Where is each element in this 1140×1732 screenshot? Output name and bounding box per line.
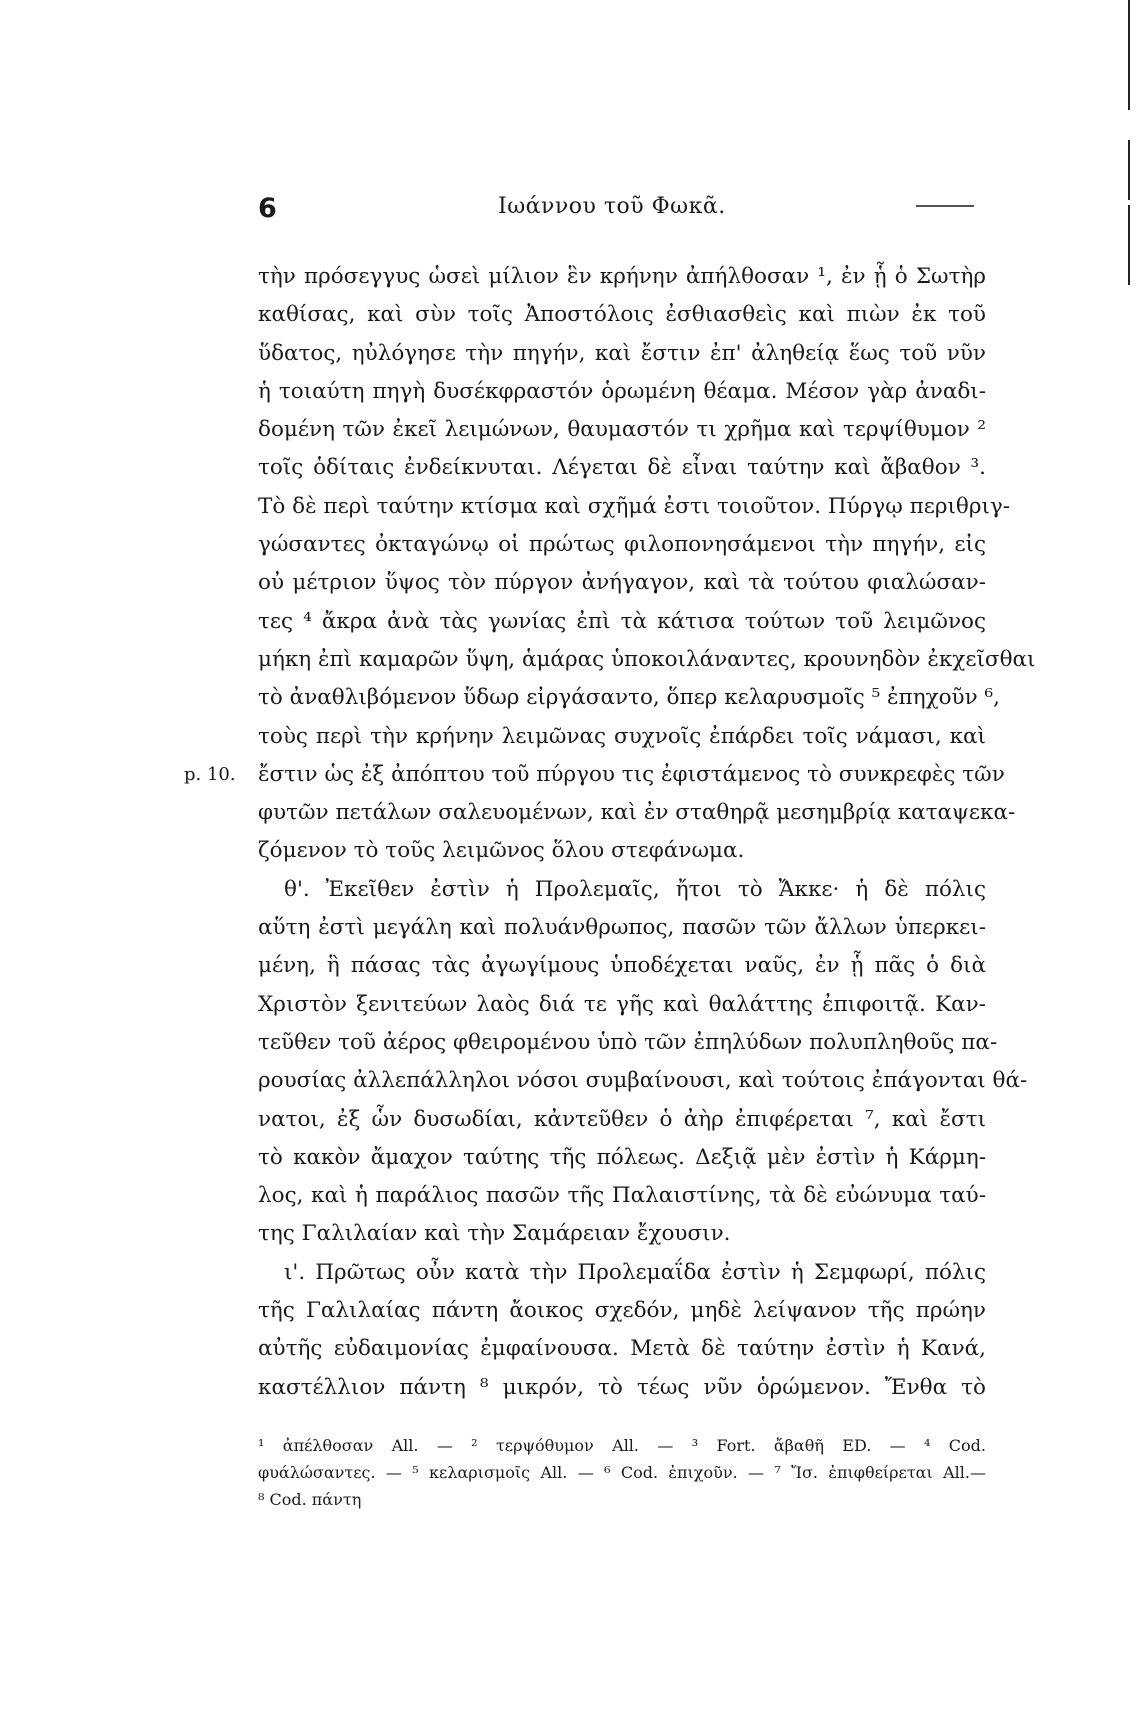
text-line <box>258 488 1011 526</box>
text-line <box>184 756 1005 794</box>
text-line <box>258 411 986 449</box>
text-line <box>258 296 986 334</box>
line-text: ὕδατος, ηὐλόγησε τὴν πηγήν, καὶ ἔστιν ἐπ' ἀληθείᾳ ἕως τοῦ νῦν <box>258 340 986 366</box>
header-dash <box>916 205 974 207</box>
text-line <box>258 603 986 641</box>
line-text: γώσαντες ὀκταγώνῳ οἱ πρώτως φιλοπονησάμενοι τὴν πηγήν, εἰς <box>258 532 986 558</box>
line-text: νατοι, ἐξ ὧν δυσωδίαι, κἀντεῦθεν ὁ ἀὴρ ἐπιφέρεται ⁷, καὶ ἔστι <box>258 1106 986 1132</box>
line-text: τες ⁴ ἄκρα ἀνὰ τὰς γωνίας ἐπὶ τὰ κάτισα τούτων τοῦ λειμῶνος <box>258 608 986 634</box>
scan-edge-mark <box>1128 140 1130 200</box>
text-line <box>258 526 986 564</box>
text-line <box>258 794 1016 832</box>
footnote-line <box>258 1486 986 1513</box>
text-line <box>258 335 986 373</box>
line-text: ρουσίας ἀλλεπάλληλοι νόσοι συμβαίνουσι, καὶ τούτοις ἐπάγονται θά- <box>258 1068 1028 1094</box>
footnotes <box>258 1432 986 1513</box>
page-number: 6 <box>258 193 277 224</box>
line-text: τὸ ἀναθλιβόμενον ὕδωρ εἰργάσαντο, ὅπερ κελαρυσμοῖς ⁵ ἐπηχοῦν ⁶, <box>258 685 1000 711</box>
text-line <box>258 1292 986 1330</box>
text-line <box>258 718 986 756</box>
main-text <box>184 258 1036 1407</box>
scan-edge-mark <box>1128 205 1130 285</box>
line-text: καστέλλιον πάντη ⁸ μικρόν, τὸ τέως νῦν ὁρώμενον. Ἔνθα τὸ <box>258 1374 986 1400</box>
text-line <box>258 947 986 985</box>
page-header <box>258 193 980 233</box>
text-line <box>258 1254 986 1292</box>
text-line <box>258 1369 986 1407</box>
line-text: δομένη τῶν ἐκεῖ λειμώνων, θαυμαστόν τι χρῆμα καὶ τερψίθυμον ² <box>258 417 986 443</box>
text-line <box>258 258 986 296</box>
footnote-line <box>258 1432 986 1459</box>
line-text: τὸ κακὸν ἄμαχον ταύτης τῆς πόλεως. Δεξιᾷ μὲν ἐστὶν ἡ Κάρμη- <box>258 1144 986 1170</box>
line-text: οὐ μέτριον ὕψος τὸν πύργον ἀνήγαγον, καὶ τὰ τούτου φιαλώσαν- <box>258 570 986 596</box>
scan-edge-mark <box>1128 0 1130 110</box>
line-text: καθίσας, καὶ σὺν τοῖς Ἀποστόλοις ἐσθιασθεὶς καὶ πιὼν ἐκ τοῦ <box>258 302 986 328</box>
margin-page-reference: p. 10. <box>184 763 236 785</box>
text-line <box>258 1215 986 1253</box>
line-text: τεῦθεν τοῦ ἀέρος φθειρομένου ὑπὸ τῶν ἐπηλύδων πολυπληθοῦς πα- <box>258 1029 998 1055</box>
line-text: λος, καὶ ἡ παράλιος πασῶν τῆς Παλαιστίνης, τὰ δὲ εὐώνυμα ταύ- <box>258 1183 986 1209</box>
text-line <box>258 679 1000 717</box>
text-line <box>258 1062 1028 1100</box>
text-line <box>258 1024 998 1062</box>
line-text: θ'. Ἐκεῖθεν ἐστὶν ἡ Προλεμαῖς, ἤτοι τὸ Ἄκκε· ἡ δὲ πόλις <box>284 876 986 902</box>
line-text: Χριστὸν ξενιτεύων λαὸς διά τε γῆς καὶ θαλάττης ἐπιφοιτᾷ. Καν- <box>258 991 986 1017</box>
text-line <box>258 1139 986 1177</box>
text-line <box>258 1177 986 1215</box>
text-line <box>258 1101 986 1139</box>
line-text: μένη, ἣ πάσας τὰς ἀγωγίμους ὑποδέχεται ναῦς, ἐν ᾗ πᾶς ὁ διὰ <box>258 953 986 979</box>
footnote-text: ¹ ἀπέλθοσαν All. — ² τερψόθυμον All. — ³ Fort. ἄβαθῆ ED. — ⁴ Cod. <box>258 1436 986 1455</box>
text-line <box>258 564 986 602</box>
line-text: αὕτη ἐστὶ μεγάλη καὶ πολυάνθρωπος, πασῶν τῶν ἄλλων ὑπερκει- <box>258 915 986 941</box>
text-line <box>258 909 986 947</box>
line-text: τοῖς ὁδίταις ἐνδείκνυται. Λέγεται δὲ εἶναι ταύτην καὶ ἄβαθον ³. <box>258 455 986 481</box>
line-text: μήκη ἐπὶ καμαρῶν ὕψη, ἁμάρας ὑποκοιλάναντες, κρουνηδὸν ἐκχεῖσθαι <box>258 646 1036 672</box>
text-line <box>258 1330 986 1368</box>
line-text: φυτῶν πετάλων σαλευομένων, καὶ ἐν σταθηρᾷ μεσημβρίᾳ καταψεκα- <box>258 800 1016 826</box>
text-line <box>258 373 986 411</box>
text-line <box>258 449 986 487</box>
line-text: ἔστιν ὡς ἐξ ἀπόπτου τοῦ πύργου τις ἐφιστάμενος τὸ συνκρεφὲς τῶν <box>258 761 1005 787</box>
running-title: Ιωάννου τοῦ Φωκᾶ. <box>498 194 726 219</box>
line-text: ἡ τοιαύτη πηγὴ δυσέκφραστόν ὁρωμένη θέαμα. Μέσον γὰρ ἀναδι- <box>258 378 986 404</box>
line-text: τὴν πρόσεγγυς ὡσεὶ μίλιον ἓν κρήνην ἀπήλθοσαν ¹, ἐν ᾗ ὁ Σωτὴρ <box>258 264 986 289</box>
line-text: αὐτῆς εὐδαιμονίας ἐμφαίνουσα. Μετὰ δὲ ταύτην ἐστὶν ἡ Κανά, <box>258 1336 986 1362</box>
text-line <box>258 986 986 1024</box>
text-line <box>258 641 1036 679</box>
line-text: Τὸ δὲ περὶ ταύτην κτίσμα καὶ σχῆμά ἐστι τοιοῦτον. Πύργῳ περιθριγ- <box>258 493 1011 519</box>
footnote-line <box>258 1459 986 1486</box>
footnote-text: φυάλώσαντες. — ⁵ κελαρισμοῖς All. — ⁶ Cod. ἐπιχοῦν. — ⁷ Ἴσ. ἐπιφθείρεται All.— <box>258 1463 986 1482</box>
text-line <box>258 832 986 870</box>
text-line <box>258 871 986 909</box>
line-text: ι'. Πρῶτως οὖν κατὰ τὴν Προλεμαΐδα ἐστὶν ἡ Σεμφωρί, πόλις <box>284 1259 986 1285</box>
line-text: τοὺς περὶ τὴν κρήνην λειμῶνας συχνοῖς ἐπάρδει τοῖς νάμασι, καὶ <box>258 723 986 749</box>
footnote-text: ⁸ Cod. πάντη <box>258 1490 362 1509</box>
line-text: της Γαλιλαίαν καὶ τὴν Σαμάρειαν ἔχουσιν. <box>258 1221 731 1247</box>
line-text: ζόμενον τὸ τοῦς λειμῶνος ὅλου στεφάνωμα. <box>258 838 745 864</box>
line-text: τῆς Γαλιλαίας πάντη ἄοικος σχεδόν, μηδὲ λείψανον τῆς πρώην <box>258 1298 986 1324</box>
